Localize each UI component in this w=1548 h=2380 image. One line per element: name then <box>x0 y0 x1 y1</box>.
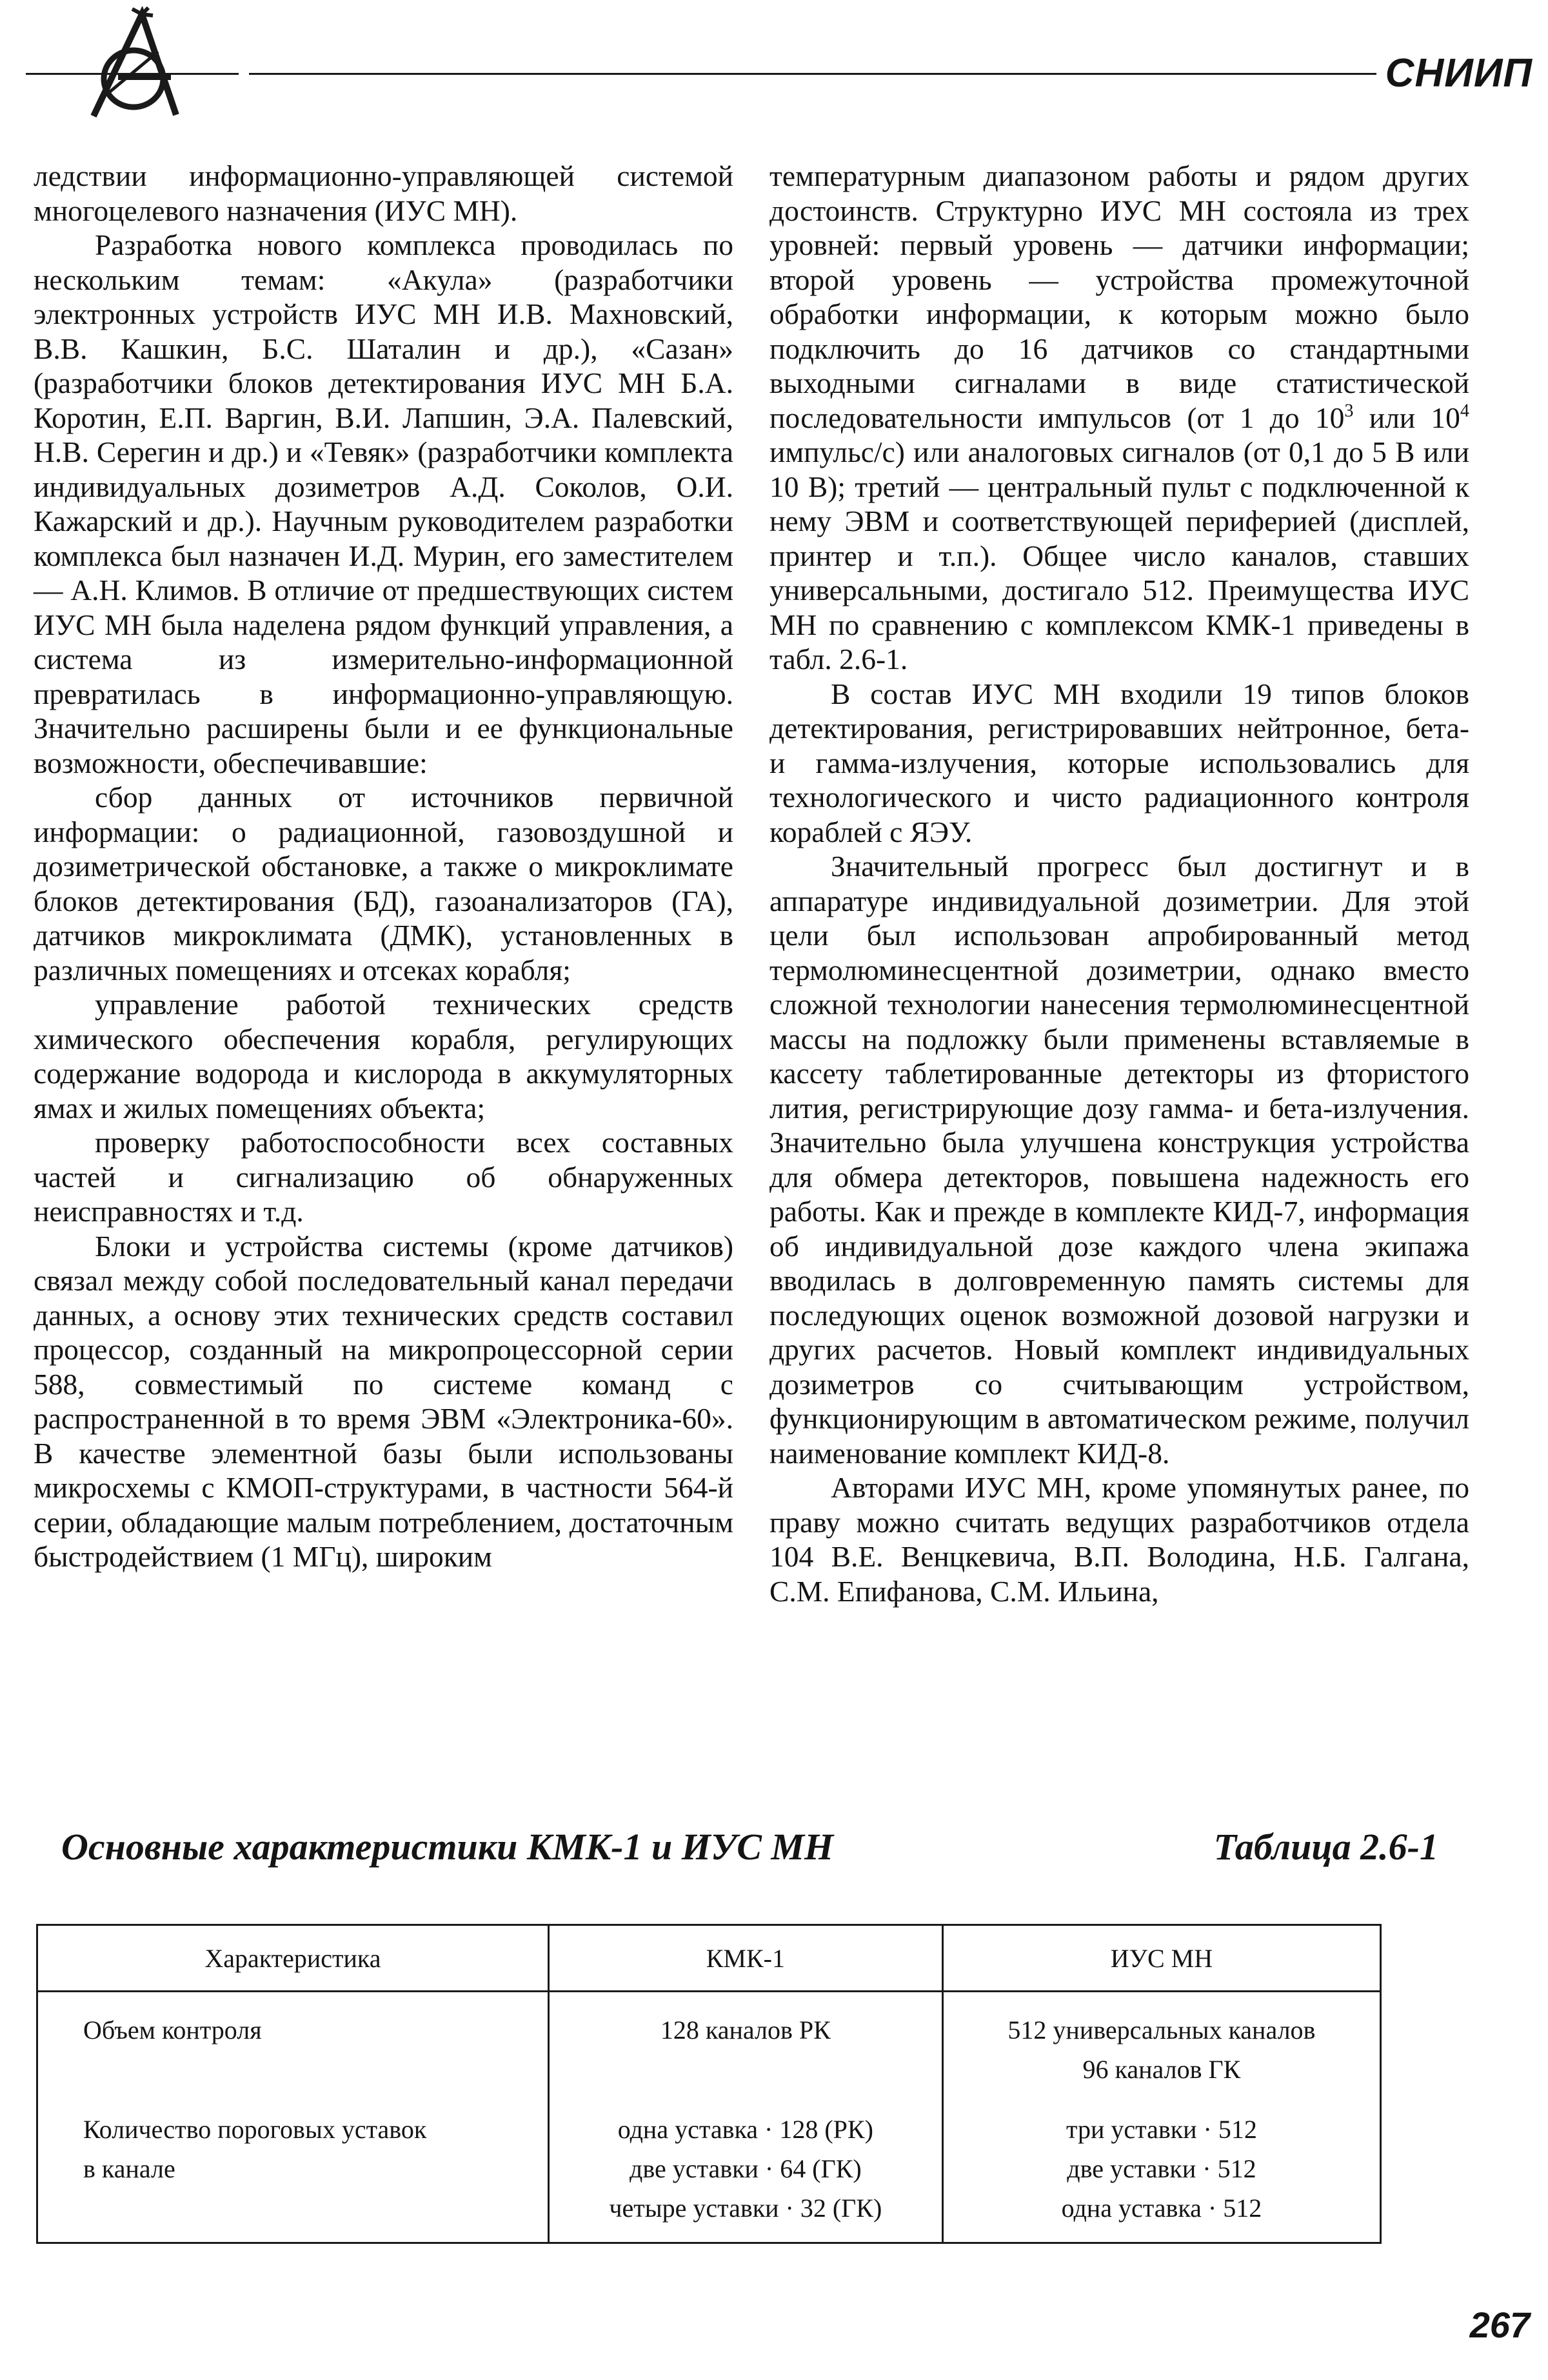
page-header <box>0 0 1548 129</box>
superscript: 3 <box>1344 401 1354 421</box>
cell-line: две уставки · 64 (ГК) <box>629 2154 862 2183</box>
right-text-column <box>769 159 1469 1608</box>
text-run: температурным диапазоном работы и рядом других достоинств. Структурно ИУС МН состояла из трех уровней: первый уровень — датчики информации; второй уровень — устройства промежуточной обработки информации, к которым можно было подключить до 16 датчиков со стандартными выходными сигналами в виде статистической последовательности импульсов (от 1 до 10 <box>769 159 1469 434</box>
paragraph: Авторами ИУС МН, кроме упомянутых ранее, по праву можно считать ведущих разработчиков отдела 104 В.Е. Венцкевича, В.П. Володина, Н.Б. Галгана, С.М. Епифанова, С.М. Ильина, <box>769 1471 1469 1608</box>
paragraph: Блоки и устройства системы (кроме датчиков) связал между собой последовательный канал передачи данных, а основу этих технических средств составил процессор, созданный на микропроцессорной серии 588, совместимый по системе команд с распространенной в то время ЭВМ «Электроника-60». В качестве элементной базы были использованы микросхемы с КМОП-структурами, в частности 564-й серии, обладающие малым потреблением, достаточным быстродействием (1 МГц), широким <box>34 1229 733 1573</box>
cell-line: три уставки · 512 <box>1066 2115 1257 2144</box>
cell-line: 512 универсальных каналов <box>1007 2015 1316 2045</box>
column-header: КМК-1 <box>548 1925 942 1992</box>
list-item: проверку работоспособности всех составных частей и сигнализацию об обнаруженных неисправностях и т.д. <box>34 1126 733 1228</box>
table-caption-number: Таблица 2.6-1 <box>1213 1826 1438 1868</box>
cell-line: Количество пороговых уставок <box>83 2115 427 2144</box>
paragraph: Разработка нового комплекса проводилась по нескольким темам: «Акула» (разработчики электронных устройств ИУС МН И.В. Махновский, В.В. Кашкин, Б.С. Шаталин и др.), «Сазан» (разработчики блоков детектирования ИУС МН Б.А. Коротин, Е.П. Варгин, В.И. Лапшин, Э.А. Палевский, Н.В. Серегин и др.) и «Тевяк» (разработчики комплекта индивидуальных дозиметров А.Д. Соколов, О.И. Кажарский и др.). Научным руководителем разработки комплекса был назначен И.Д. Мурин, его заместителем — А.Н. Климов. В отличие от предшествующих систем ИУС МН была наделена рядом функций управления, а система из измерительно-информационной превратилась в информационно-управляющую. Значительно расширены были и ее функциональные возможности, обеспечивавшие: <box>34 228 733 779</box>
column-header: ИУС МН <box>942 1925 1380 1992</box>
cell-line: одна уставка · 128 (РК) <box>617 2115 873 2144</box>
table-cell <box>548 2103 942 2243</box>
header-rule-gap <box>239 68 249 79</box>
running-title: СНИИП <box>1376 50 1533 97</box>
cell-line: одна уставка · 512 <box>1061 2194 1262 2223</box>
cell-line: две уставки · 512 <box>1067 2154 1256 2183</box>
cell-line: Объем контроля <box>83 2015 262 2045</box>
institute-emblem-icon <box>81 6 190 119</box>
superscript: 4 <box>1460 401 1469 421</box>
cell-line: в канале <box>83 2154 175 2183</box>
characteristics-table <box>36 1924 1382 2244</box>
paragraph: ледствии информационно-управляющей системой многоцелевого назначения (ИУС МН). <box>34 159 733 227</box>
table-row <box>37 1992 1381 2104</box>
page-number: 267 <box>1469 2305 1530 2345</box>
paragraph: Значительный прогресс был достигнут и в аппаратуре индивидуальной дозиметрии. Для этой цели был использован апробированный метод термолюминесцентной дозиметрии, однако вместо сложной технологии нанесения термолюминесцентной массы на подложку были применены вставляемые в кассету таблетированные детекторы из фтористого лития, регистрирующие дозу гамма- и бета-излучения. Значительно была улучшена конструкция устройства для обмера детекторов, повышена надежность его работы. Как и прежде в комплекте КИД-7, информация об индивидуальной дозе каждого члена экипажа вводилась в долговременную память системы для последующих оценок возможной дозовой нагрузки и других расчетов. Новый комплект индивидуальных дозиметров со считывающим устройством, функционирующим в автоматическом режиме, получил наименование комплект КИД-8. <box>769 850 1469 1470</box>
cell-line: 128 каналов РК <box>660 2015 831 2045</box>
table-header-row <box>37 1925 1381 1992</box>
left-text-column <box>34 159 733 1574</box>
list-item: сбор данных от источников первичной информации: о радиационной, газовоздушной и дозиметрической обстановке, а также о микроклимате блоков детектирования (БД), газоанализаторов (ГА), датчиков микроклимата (ДМК), установленных в различных помещениях и отсеках корабля; <box>34 781 733 986</box>
cell-line: 96 каналов ГК <box>1082 2055 1241 2084</box>
table-cell <box>942 2103 1380 2243</box>
paragraph <box>769 159 1469 677</box>
table-cell <box>942 1992 1380 2104</box>
list-item: управление работой технических средств химического обеспечения корабля, регулирующих содержание водорода и кислорода в аккумуляторных ямах и жилых помещениях объекта; <box>34 988 733 1125</box>
table-cell <box>37 2103 549 2243</box>
text-run: или 10 <box>1353 401 1460 434</box>
cell-line: четыре уставки · 32 (ГК) <box>609 2194 882 2223</box>
column-header: Характеристика <box>37 1925 549 1992</box>
text-run: импульс/с) или аналоговых сигналов (от 0,1 до 5 В или 10 В); третий — центральный пульт с подключенной к нему ЭВМ и соответствующей периферией (дисплей, принтер и т.п.). Общее число каналов, ставших универсальными, достигало 512. Преимущества ИУС МН по сравнению с комплексом КМК-1 приведены в табл. 2.6-1. <box>769 435 1469 675</box>
header-rule <box>26 73 1400 75</box>
table-row <box>37 2103 1381 2243</box>
paragraph: В состав ИУС МН входили 19 типов блоков детектирования, регистрировавших нейтронное, бета- и гамма-излучения, которые использовались для технологического и чисто радиационного контроля кораблей с ЯЭУ. <box>769 677 1469 848</box>
table-caption-title: Основные характеристики КМК-1 и ИУС МН <box>61 1826 834 1868</box>
table-cell <box>548 1992 942 2104</box>
table-cell <box>37 1992 549 2104</box>
